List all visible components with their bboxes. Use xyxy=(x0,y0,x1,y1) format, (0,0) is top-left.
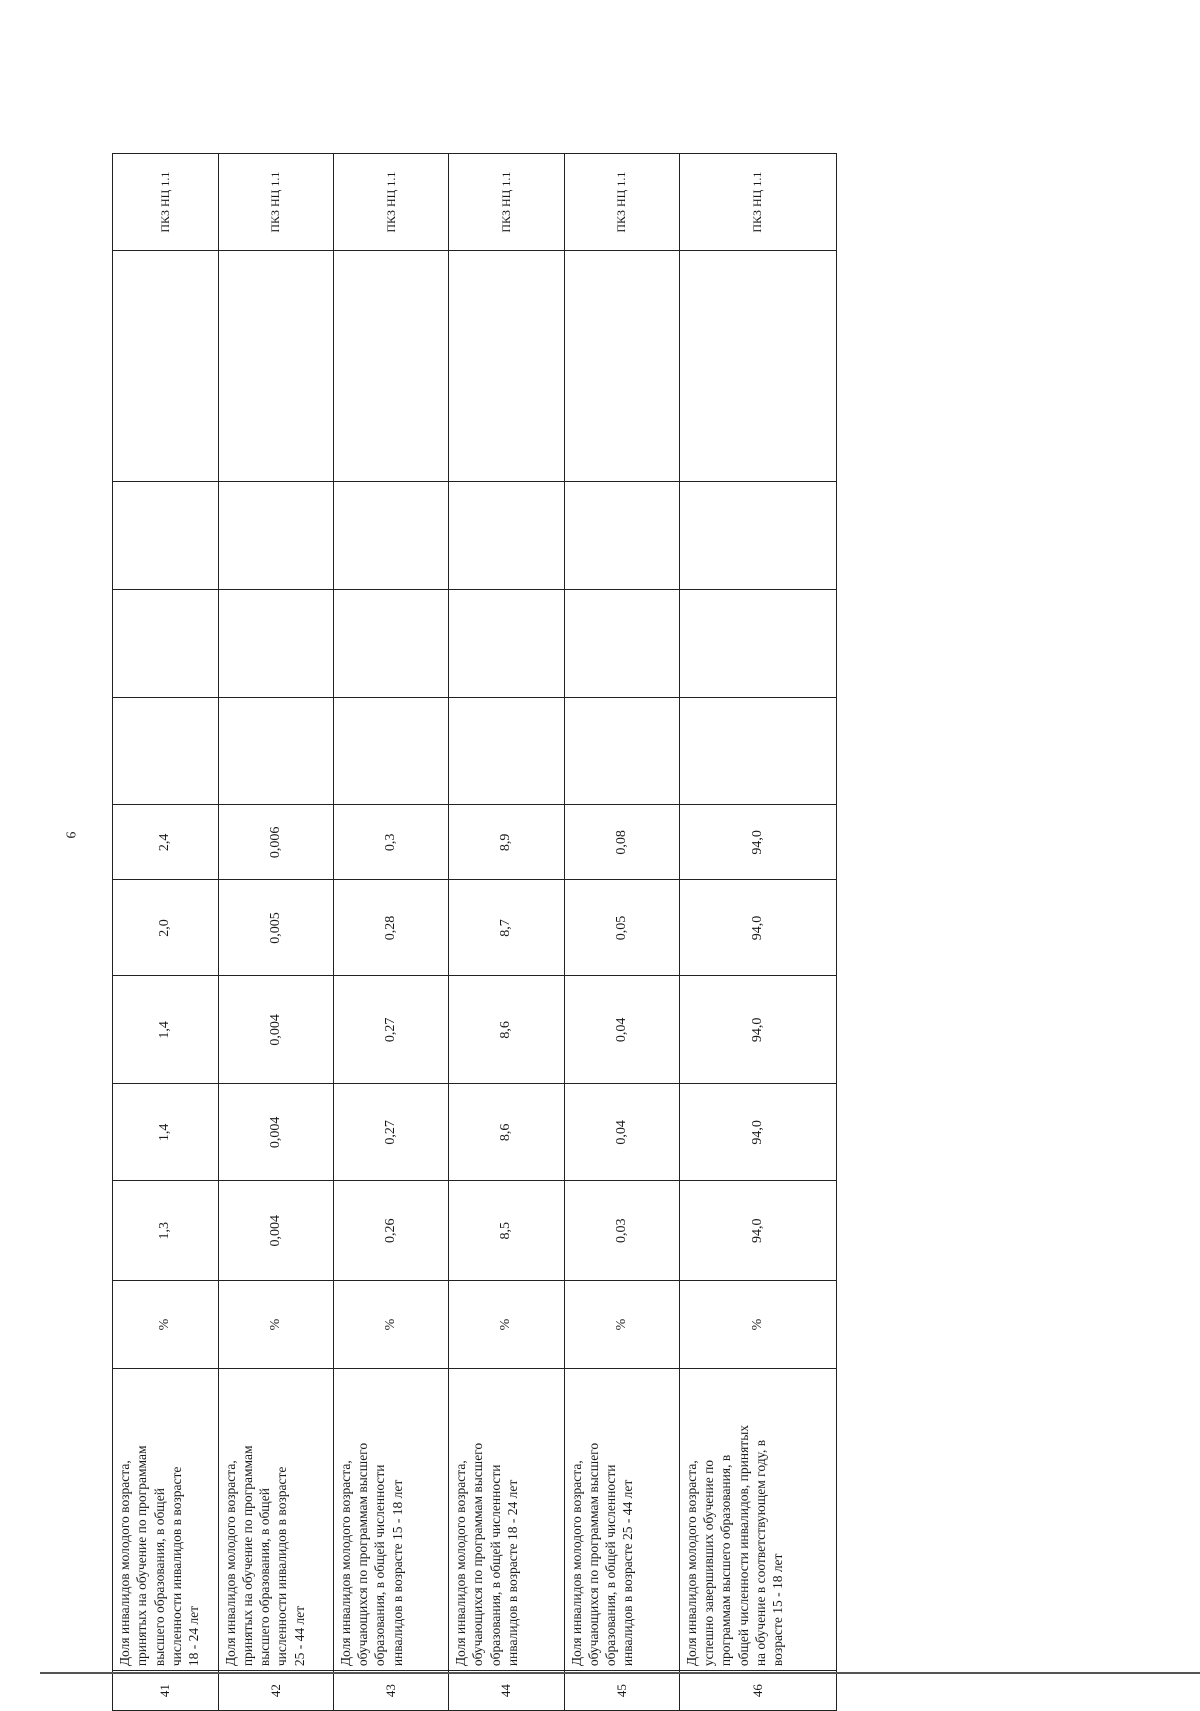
value-cell: 94,0 xyxy=(679,1181,836,1281)
value-cell: 8,9 xyxy=(449,805,564,880)
value-cell: 0,03 xyxy=(564,1181,679,1281)
indicator-cell: Доля инвалидов молодого возраста, обучающихся по программам высшего образования, в общей численности инвалидов в возрасте 15 - 18 лет xyxy=(333,1368,448,1670)
row-number-cell: 44 xyxy=(449,1671,564,1711)
table-row xyxy=(218,154,333,1711)
value-cell xyxy=(449,697,564,805)
value-cell: 0,26 xyxy=(333,1181,448,1281)
row-number-cell: 46 xyxy=(679,1671,836,1711)
unit-cell: % xyxy=(679,1281,836,1369)
page-number: 9 xyxy=(62,831,78,839)
table-row xyxy=(564,154,679,1711)
source-cell: ПКЗ НЦ 1.1 xyxy=(333,154,448,251)
value-cell: 94,0 xyxy=(679,1084,836,1181)
value-cell: 0,08 xyxy=(564,805,679,880)
value-cell: 0,004 xyxy=(218,1084,333,1181)
indicator-cell: Доля инвалидов молодого возраста, принятых на обучение по программам высшего образования, в общей численности инвалидов в возрасте 25 - 44 лет xyxy=(218,1368,333,1670)
row-number-cell: 42 xyxy=(218,1671,333,1711)
value-cell: 8,6 xyxy=(449,1084,564,1181)
value-cell: 8,6 xyxy=(449,976,564,1084)
indicator-table-container xyxy=(112,153,837,1711)
table-row xyxy=(449,154,564,1711)
row-number-cell: 43 xyxy=(333,1671,448,1711)
table-row xyxy=(333,154,448,1711)
indicator-cell: Доля инвалидов молодого возраста, обучающихся по программам высшего образования, в общей численности инвалидов в возрасте 18 - 24 лет xyxy=(449,1368,564,1670)
source-cell: ПКЗ НЦ 1.1 xyxy=(113,154,219,251)
value-cell xyxy=(113,697,219,805)
value-cell: 0,004 xyxy=(218,976,333,1084)
source-cell: ПКЗ НЦ 1.1 xyxy=(449,154,564,251)
source-cell: ПКЗ НЦ 1.1 xyxy=(679,154,836,251)
table-row xyxy=(679,154,836,1711)
value-cell: 0,04 xyxy=(564,1084,679,1181)
value-cell xyxy=(218,251,333,482)
value-cell xyxy=(333,482,448,590)
value-cell: 0,005 xyxy=(218,880,333,976)
value-cell xyxy=(333,697,448,805)
value-cell xyxy=(218,482,333,590)
unit-cell: % xyxy=(218,1281,333,1369)
value-cell xyxy=(449,251,564,482)
value-cell: 8,7 xyxy=(449,880,564,976)
value-cell: 0,27 xyxy=(333,1084,448,1181)
value-cell: 94,0 xyxy=(679,880,836,976)
value-cell: 1,4 xyxy=(113,976,219,1084)
unit-cell: % xyxy=(333,1281,448,1369)
value-cell xyxy=(564,589,679,697)
value-cell: 2,0 xyxy=(113,880,219,976)
value-cell: 0,05 xyxy=(564,880,679,976)
value-cell: 0,004 xyxy=(218,1181,333,1281)
value-cell xyxy=(564,697,679,805)
indicator-cell: Доля инвалидов молодого возраста, принятых на обучение по программам высшего образования, в общей численности инвалидов в возрасте 18 - 24 лет xyxy=(113,1368,219,1670)
bottom-rule xyxy=(40,1672,1200,1674)
value-cell: 0,006 xyxy=(218,805,333,880)
value-cell xyxy=(449,589,564,697)
value-cell xyxy=(218,589,333,697)
indicator-cell: Доля инвалидов молодого возраста, обучающихся по программам высшего образования, в общей численности инвалидов в возрасте 25 - 44 лет xyxy=(564,1368,679,1670)
value-cell: 1,3 xyxy=(113,1181,219,1281)
value-cell xyxy=(218,697,333,805)
unit-cell: % xyxy=(449,1281,564,1369)
source-cell: ПКЗ НЦ 1.1 xyxy=(564,154,679,251)
value-cell: 0,27 xyxy=(333,976,448,1084)
value-cell: 94,0 xyxy=(679,805,836,880)
indicator-table xyxy=(112,153,837,1711)
row-number-cell: 45 xyxy=(564,1671,679,1711)
value-cell xyxy=(679,697,836,805)
source-cell: ПКЗ НЦ 1.1 xyxy=(218,154,333,251)
value-cell xyxy=(113,251,219,482)
indicator-cell: Доля инвалидов молодого возраста, успешно завершивших обучение по программам высшего образования, в общей численности инвалидов, принятых на обучение в соответствующем году, в возрасте 15 - 18 лет xyxy=(679,1368,836,1670)
value-cell xyxy=(113,589,219,697)
value-cell: 0,3 xyxy=(333,805,448,880)
value-cell: 8,5 xyxy=(449,1181,564,1281)
value-cell xyxy=(333,589,448,697)
value-cell xyxy=(679,482,836,590)
value-cell xyxy=(679,251,836,482)
value-cell: 2,4 xyxy=(113,805,219,880)
unit-cell: % xyxy=(113,1281,219,1369)
value-cell xyxy=(449,482,564,590)
value-cell xyxy=(679,589,836,697)
unit-cell: % xyxy=(564,1281,679,1369)
value-cell xyxy=(564,482,679,590)
value-cell xyxy=(564,251,679,482)
value-cell: 1,4 xyxy=(113,1084,219,1181)
value-cell: 0,04 xyxy=(564,976,679,1084)
value-cell: 94,0 xyxy=(679,976,836,1084)
table-row xyxy=(113,154,219,1711)
value-cell: 0,28 xyxy=(333,880,448,976)
value-cell xyxy=(333,251,448,482)
value-cell xyxy=(113,482,219,590)
row-number-cell: 41 xyxy=(113,1671,219,1711)
